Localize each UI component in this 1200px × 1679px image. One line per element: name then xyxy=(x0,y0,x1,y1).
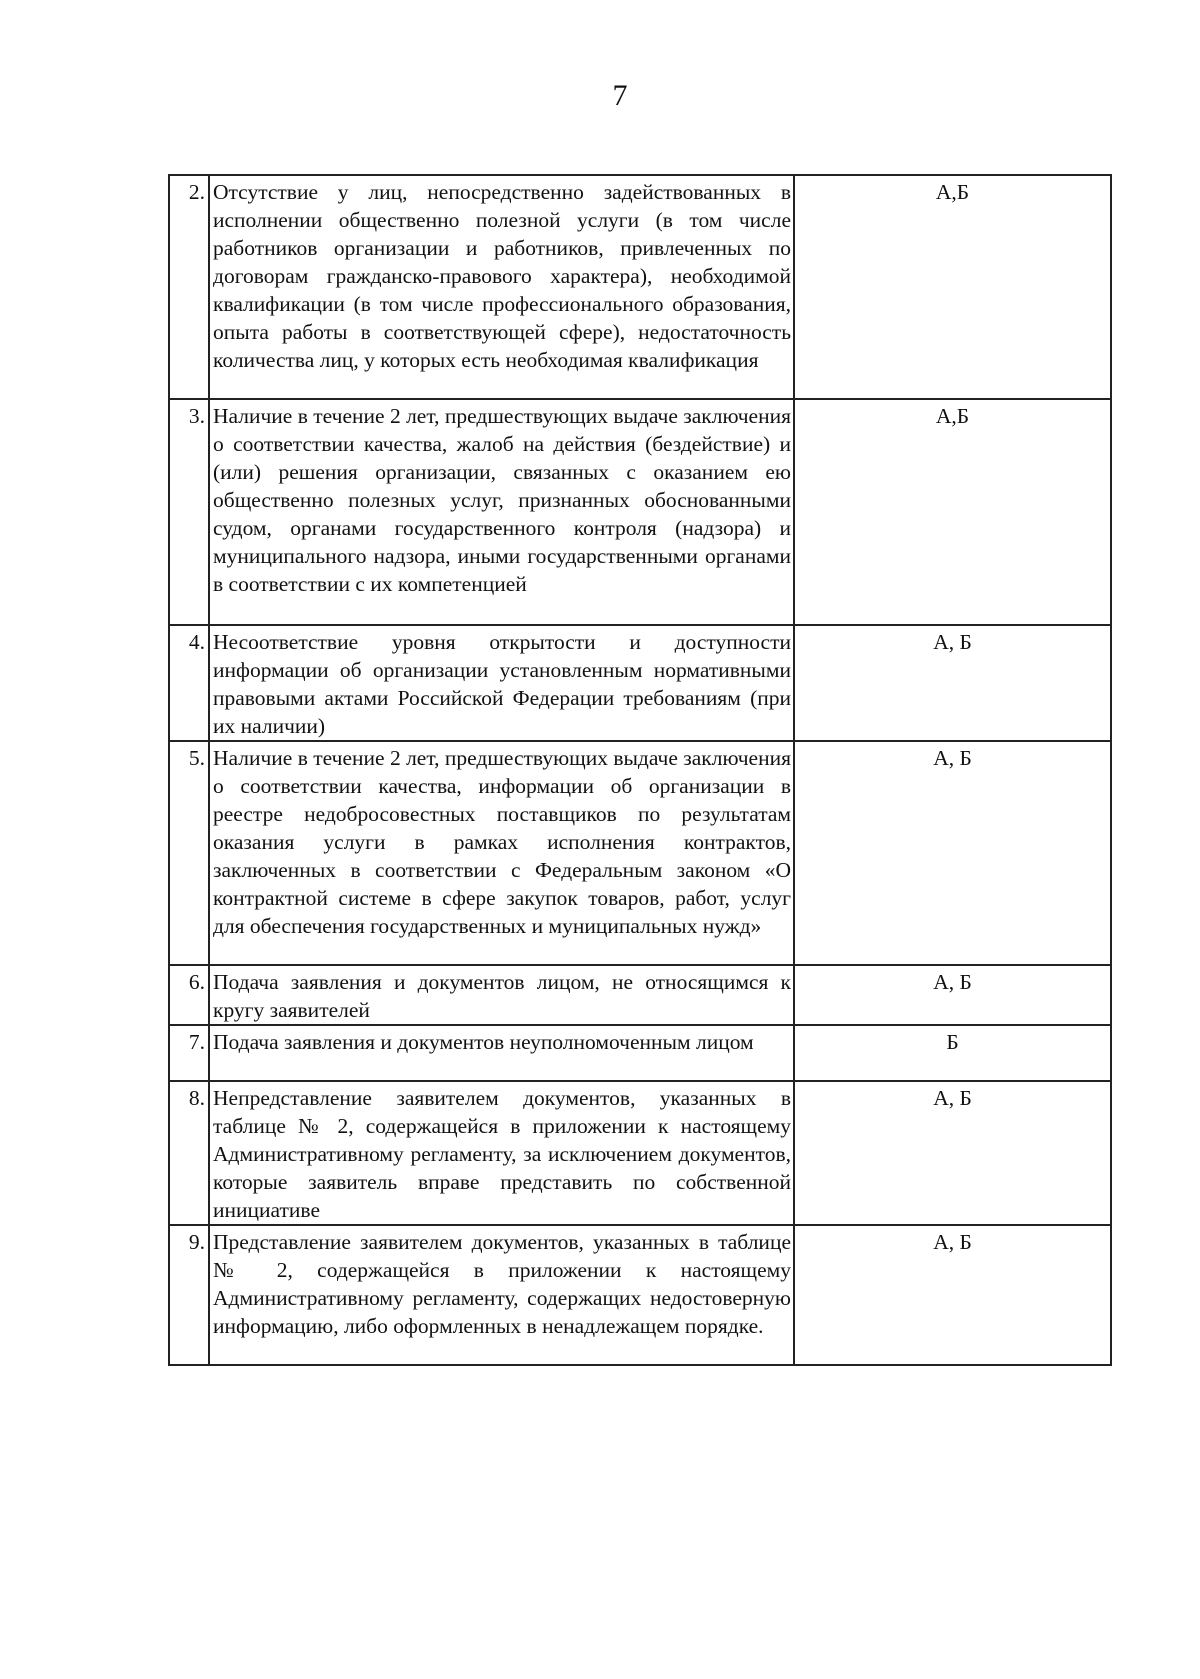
table-row xyxy=(169,1081,1111,1225)
row-code: А, Б xyxy=(794,741,1111,965)
grounds-table xyxy=(168,174,1112,1366)
table-row xyxy=(169,741,1111,965)
row-number: 5. xyxy=(169,741,209,965)
row-text: Наличие в течение 2 лет, предшествующих выдаче заключения о соответствии качества, жалоб на действия (бездействие) и (или) решения организации, связанных с оказанием ею общественно полезных услуг, признанных обоснованными судом, органами государственного контроля (надзора) и муниципального надзора, иными государственными органами в соответствии с их компетенцией xyxy=(209,399,794,625)
row-code: Б xyxy=(794,1025,1111,1081)
row-text: Несоответствие уровня открытости и доступности информации об организации установленным нормативными правовыми актами Российской Федерации требованиям (при их наличии) xyxy=(209,625,794,741)
row-code: А, Б xyxy=(794,1081,1111,1225)
page-number: 7 xyxy=(612,79,628,112)
row-number: 2. xyxy=(169,175,209,399)
row-number: 8. xyxy=(169,1081,209,1225)
row-number: 9. xyxy=(169,1225,209,1365)
row-code: А, Б xyxy=(794,1225,1111,1365)
row-text: Отсутствие у лиц, непосредственно задействованных в исполнении общественно полезной услуги (в том числе работников организации и работников, привлеченных по договорам гражданско-правового характера), необходимой квалификации (в том числе профессионального образования, опыта работы в соответствующей сфере), недостаточность количества лиц, у которых есть необходимая квалификация xyxy=(209,175,794,399)
table-row xyxy=(169,965,1111,1025)
row-text: Наличие в течение 2 лет, предшествующих выдаче заключения о соответствии качества, информации об организации в реестре недобросовестных поставщиков по результатам оказания услуги в рамках исполнения контрактов, заключенных в соответствии с Федеральным законом «О контрактной системе в сфере закупок товаров, работ, услуг для обеспечения государственных и муниципальных нужд» xyxy=(209,741,794,965)
row-text: Представление заявителем документов, указанных в таблице № 2, содержащейся в приложении к настоящему Административному регламенту, содержащих недостоверную информацию, либо оформленных в ненадлежащем порядке. xyxy=(209,1225,794,1365)
table-row xyxy=(169,1225,1111,1365)
row-number: 6. xyxy=(169,965,209,1025)
row-text: Подача заявления и документов неуполномоченным лицом xyxy=(209,1025,794,1081)
row-code: А, Б xyxy=(794,965,1111,1025)
table-row xyxy=(169,625,1111,741)
row-text: Подача заявления и документов лицом, не относящимся к кругу заявителей xyxy=(209,965,794,1025)
row-number: 7. xyxy=(169,1025,209,1081)
row-text: Непредставление заявителем документов, указанных в таблице № 2, содержащейся в приложении к настоящему Административному регламенту, за исключением документов, которые заявитель вправе представить по собственной инициативе xyxy=(209,1081,794,1225)
table-row xyxy=(169,399,1111,625)
table-row xyxy=(169,1025,1111,1081)
row-number: 3. xyxy=(169,399,209,625)
row-number: 4. xyxy=(169,625,209,741)
row-code: А,Б xyxy=(794,175,1111,399)
row-code: А,Б xyxy=(794,399,1111,625)
row-code: А, Б xyxy=(794,625,1111,741)
table-row xyxy=(169,175,1111,399)
